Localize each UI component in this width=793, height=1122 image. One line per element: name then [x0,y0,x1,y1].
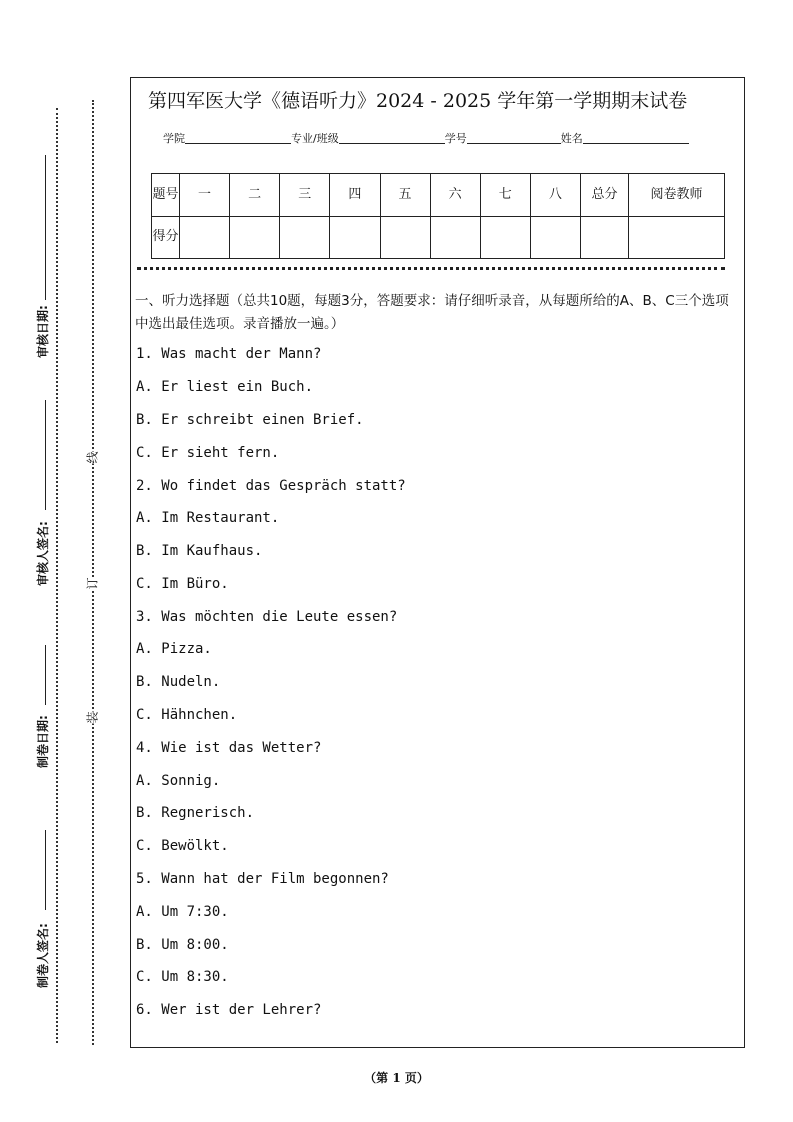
question-line: 3. Was möchten die Leute essen? [136,609,398,625]
option-line: C. Um 8:30. [136,969,229,985]
option-line: A. Er liest ein Buch. [136,379,314,395]
compiler-sign-label: 制卷人签名: [36,923,50,988]
question-line: 5. Wann hat der Film begonnen? [136,871,389,887]
option-line: A. Im Restaurant. [136,510,280,526]
question-line: 2. Wo findet das Gespräch statt? [136,478,406,494]
exam-title: 第四军医大学《德语听力》2024 - 2025 学年第一学期期末试卷 [148,90,688,112]
name-label: 姓名 [560,132,583,145]
col-4: 四 [330,174,380,217]
review-date-line [45,155,46,300]
option-line: B. Er schreibt einen Brief. [136,412,364,428]
binding-char-bind: 订 [83,577,102,589]
option-line: C. Hähnchen. [136,707,238,723]
score-cell[interactable] [180,216,230,259]
option-line: B. Nudeln. [136,674,221,690]
option-line: B. Um 8:00. [136,937,229,953]
student-info-row [163,130,689,146]
college-label: 学院 [163,132,185,145]
compile-date-line [45,645,46,705]
col-1: 一 [180,174,230,217]
binding-char-line: 线 [83,451,102,463]
option-line: B. Regnerisch. [136,805,255,821]
score-cell[interactable] [380,216,430,259]
option-line: C. Bewölkt. [136,838,229,854]
question-line: 6. Wer ist der Lehrer? [136,1002,322,1018]
grader-cell[interactable] [629,216,725,259]
header-separator [137,267,725,270]
reviewer-sign-label: 审核人签名: [36,521,50,586]
col-7: 七 [480,174,530,217]
score-cell[interactable] [430,216,480,259]
option-line: C. Im Büro. [136,576,229,592]
question-line: 4. Wie ist das Wetter? [136,740,322,756]
score-cell[interactable] [280,216,330,259]
question-line: 1. Was macht der Mann? [136,346,322,362]
reviewer-sign-line [45,400,46,510]
col-6: 六 [430,174,480,217]
major-class-label: 专业/班级 [291,132,339,145]
option-line: C. Er sieht fern. [136,445,280,461]
option-line: A. Um 7:30. [136,904,229,920]
score-table [151,173,725,259]
college-field[interactable] [185,131,291,144]
score-cell[interactable] [230,216,280,259]
total-score-cell[interactable] [581,216,629,259]
option-line: B. Im Kaufhaus. [136,543,263,559]
name-field[interactable] [583,131,689,144]
student-id-field[interactable] [467,131,561,144]
score-cell[interactable] [480,216,530,259]
option-line: A. Pizza. [136,641,212,657]
compile-date-label: 制卷日期: [36,715,50,768]
option-line: A. Sonnig. [136,773,221,789]
question-number-label: 题号 [152,174,180,217]
col-3: 三 [280,174,330,217]
major-class-field[interactable] [339,131,445,144]
col-total: 总分 [581,174,629,217]
score-cell[interactable] [330,216,380,259]
review-date-label: 审核日期: [36,305,50,358]
student-id-label: 学号 [444,132,467,145]
binding-dotted-line-outer [56,108,58,1043]
col-8: 八 [530,174,580,217]
col-grader: 阅卷教师 [629,174,725,217]
score-cell[interactable] [530,216,580,259]
score-label: 得分 [152,216,180,259]
col-5: 五 [380,174,430,217]
page-number: （第 1 页） [364,1071,429,1085]
score-table-header-row [152,174,725,217]
binding-dotted-line-inner [92,100,94,1045]
section-heading: 一、听力选择题（总共10题，每题3分，答题要求：请仔细听录音，从每题所给的A、B、C三个选项中选出最佳选项。录音播放一遍。） [135,293,729,332]
col-2: 二 [230,174,280,217]
binding-char-pack: 装 [83,711,102,723]
compiler-sign-line [45,830,46,910]
score-table-score-row [152,216,725,259]
